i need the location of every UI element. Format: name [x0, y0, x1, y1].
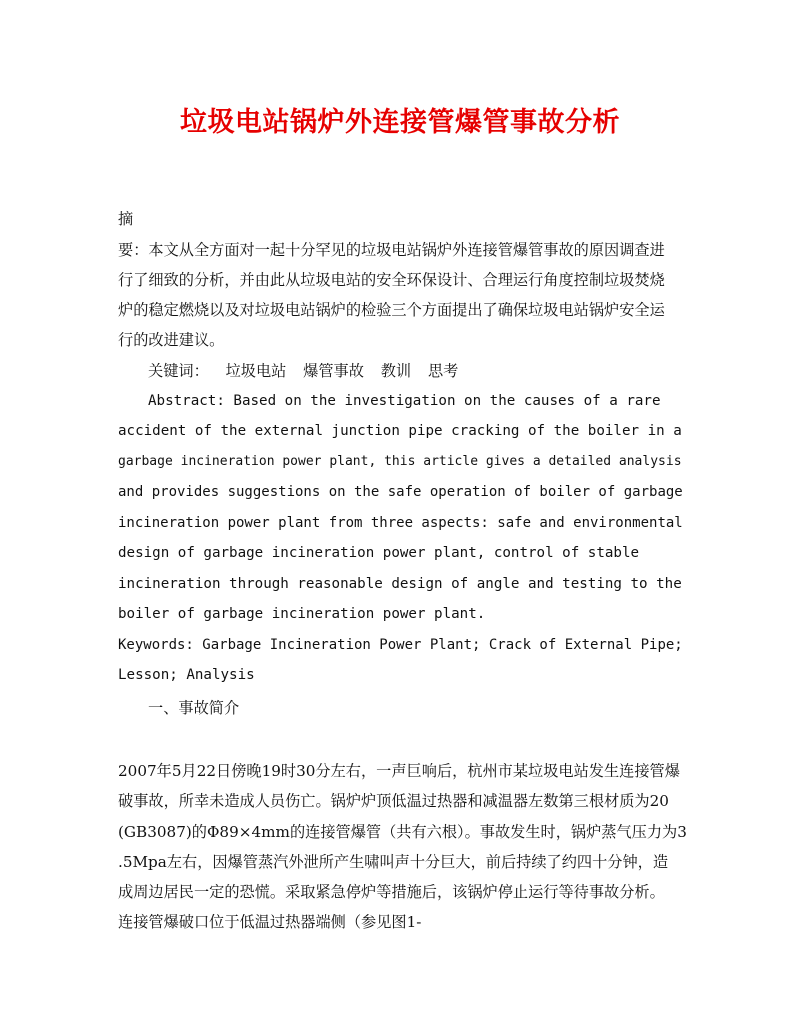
body-line: .5Mpa左右，因爆管蒸汽外泄所产生啸叫声十分巨大，前后持续了约四十分钟，造 — [118, 853, 669, 871]
keyword-term: 垃圾电站 — [225, 362, 287, 380]
keywords-en-line: Keywords: Garbage Incineration Power Plant; Crack of External Pipe; — [118, 637, 683, 653]
abstract-en-line: accident of the external junction pipe cracking of the boiler in a — [118, 423, 682, 439]
abstract-en-line: and provides suggestions on the safe operation of boiler of garbage — [118, 484, 683, 500]
abstract-cn-line: 行了细致的分析，并由此从垃圾电站的安全环保设计、合理运行角度控制垃圾焚烧 — [118, 271, 665, 289]
body-line: (GB3087)的Φ89×4mm的连接管爆管（共有六根）。事故发生时，锅炉蒸气压力为3 — [118, 823, 687, 841]
keyword-term: 思考 — [427, 362, 459, 380]
abstract-cn-line: 行的改进建议。 — [118, 331, 225, 349]
body-line: 连接管爆破口位于低温过热器端侧（参见图1- — [118, 913, 422, 931]
abstract-en-line: incineration through reasonable design of angle and testing to the — [118, 576, 682, 592]
keywords-cn — [148, 360, 470, 381]
abstract-en-line: garbage incineration power plant, this article gives a detailed analysis — [118, 454, 682, 469]
abstract-cn-label: 摘 — [118, 210, 134, 228]
section-heading: 一、事故简介 — [148, 699, 240, 717]
abstract-cn-line: 要：本文从全方面对一起十分罕见的垃圾电站锅炉外连接管爆管事故的原因调查进 — [118, 241, 665, 259]
abstract-cn-line: 炉的稳定燃烧以及对垃圾电站锅炉的检验三个方面提出了确保垃圾电站锅炉安全运 — [118, 301, 665, 319]
document-title: 垃圾电站锅炉外连接管爆管事故分析 — [180, 107, 620, 138]
keyword-term: 爆管事故 — [303, 362, 364, 380]
body-line: 破事故，所幸未造成人员伤亡。锅炉炉顶低温过热器和减温器左数第三根材质为20 — [118, 792, 669, 810]
keywords-en-line: Lesson; Analysis — [118, 667, 255, 683]
keyword-term: 教训 — [380, 362, 412, 380]
body-line: 2007年5月22日傍晚19时30分左右，一声巨响后，杭州市某垃圾电站发生连接管爆 — [118, 762, 680, 780]
abstract-en-line: boiler of garbage incineration power plant. — [118, 606, 486, 622]
abstract-en-line: incineration power plant from three aspects: safe and environmental — [118, 515, 683, 531]
body-line: 成周边居民一定的恐慌。采取紧急停炉等措施后，该锅炉停止运行等待事故分析。 — [118, 883, 665, 901]
abstract-en-line: Abstract: Based on the investigation on the causes of a rare — [148, 393, 661, 409]
keywords-cn-label: 关键词： — [148, 362, 209, 380]
abstract-en-line: design of garbage incineration power plant, control of stable — [118, 545, 640, 561]
